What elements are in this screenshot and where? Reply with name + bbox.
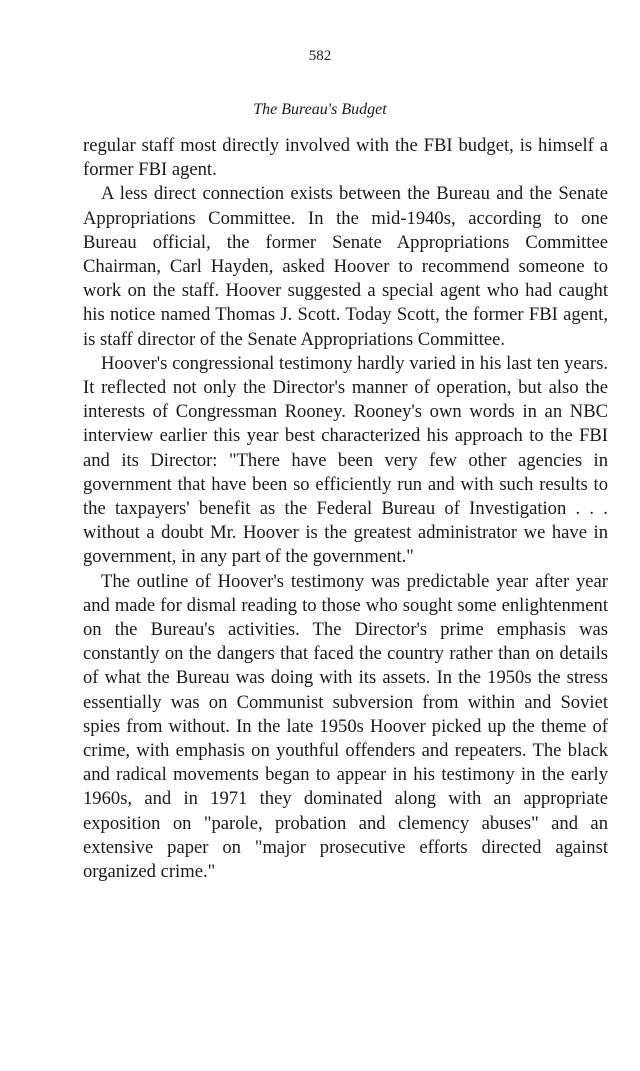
page-number: 582 <box>308 48 332 64</box>
body-text <box>83 134 608 884</box>
running-head: The Bureau's Budget <box>253 101 387 118</box>
paragraph-continued: regular staff most directly involved with the FBI budget, is himself a former FBI agent. <box>83 135 608 181</box>
paragraph: The outline of Hoover's testimony was predictable year after year and made for dismal reading to those who sought some enlightenment on the Bureau's activities. The Director's prime emphasis was constantly on the dangers that faced the country rather than on details of what the Bureau was doing with its assets. In the 1950s the stress essentially was on Communist subversion from within and Soviet spies from without. In the late 1950s Hoover picked up the theme of crime, with emphasis on youthful offenders and repeaters. The black and radical movements began to appear in his testimony in the early 1960s, and in 1971 they dominated along with an appropriate exposition on "parole, probation and clemency abuses" and an extensive paper on "major prosecutive efforts directed against organized crime." <box>83 570 608 883</box>
paragraph: Hoover's congressional testimony hardly varied in his last ten years. It reflected not only the Director's manner of operation, but also the interests of Congressman Rooney. Rooney's own words in an NBC interview earlier this year best characterized his approach to the FBI and its Director: "There have been very few other agencies in government that have been so efficiently run and with such results to the taxpayers' benefit as the Federal Bureau of Investigation . . . without a doubt Mr. Hoover is the greatest administrator we have in government, in any part of the government." <box>83 352 608 568</box>
paragraph: A less direct connection exists between the Bureau and the Senate Appropriations Committee. In the mid-1940s, according to one Bureau official, the former Senate Appropriations Committee Chairman, Carl Hayden, asked Hoover to recommend someone to work on the staff. Hoover suggested a special agent who had caught his notice named Thomas J. Scott. Today Scott, the former FBI agent, is staff director of the Senate Appropriations Committee. <box>83 183 608 350</box>
